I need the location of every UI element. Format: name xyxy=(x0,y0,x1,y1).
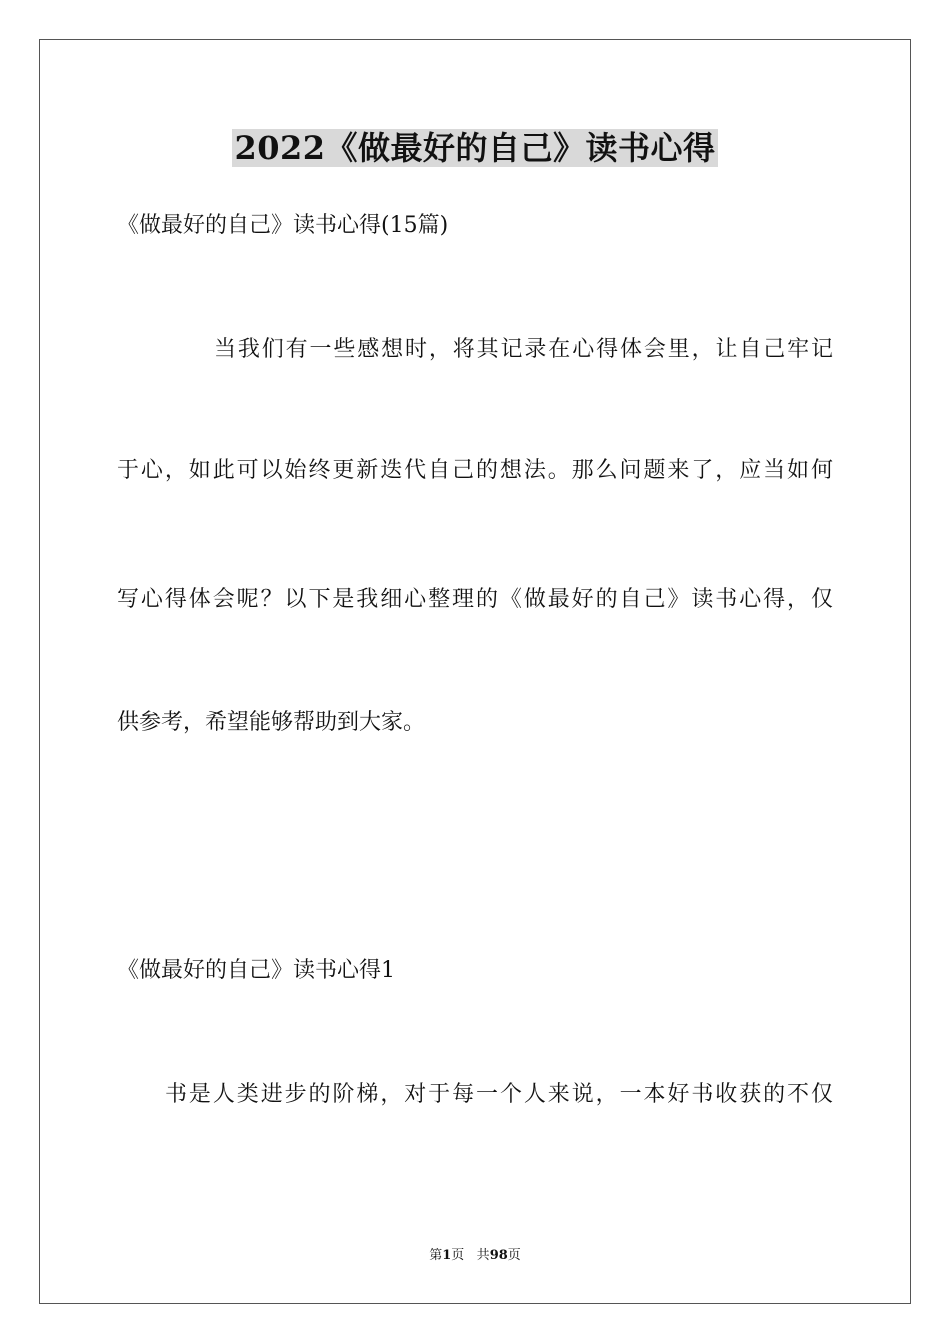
document-title-text: 2022《做最好的自己》读书心得 xyxy=(234,129,716,167)
intro-line-4: 供参考，希望能够帮助到大家。 xyxy=(117,710,426,735)
page-footer xyxy=(0,1247,950,1265)
intro-line-2: 于心，如此可以始终更新迭代自己的想法。那么问题来了，应当如何 xyxy=(117,458,833,483)
section-paragraph-line-1: 书是人类进步的阶梯，对于每一个人来说，一本好书收获的不仅 xyxy=(165,1082,833,1107)
document-subtitle: 《做最好的自己》读书心得(15篇) xyxy=(117,213,449,238)
footer-page-number: 1 xyxy=(442,1248,452,1263)
footer-total-pages: 98 xyxy=(489,1248,508,1263)
footer-page-suffix: 页 xyxy=(451,1248,465,1263)
intro-line-3: 写心得体会呢？以下是我细心整理的《做最好的自己》读书心得，仅 xyxy=(117,587,833,612)
intro-line-1: 当我们有一些感想时，将其记录在心得体会里，让自己牢记 xyxy=(214,337,833,362)
footer-total-suffix: 页 xyxy=(507,1248,521,1263)
footer-page-prefix: 第 xyxy=(429,1248,443,1263)
section-heading: 《做最好的自己》读书心得1 xyxy=(117,958,395,983)
footer-total-prefix: 共 xyxy=(476,1248,490,1263)
document-title xyxy=(0,127,950,169)
